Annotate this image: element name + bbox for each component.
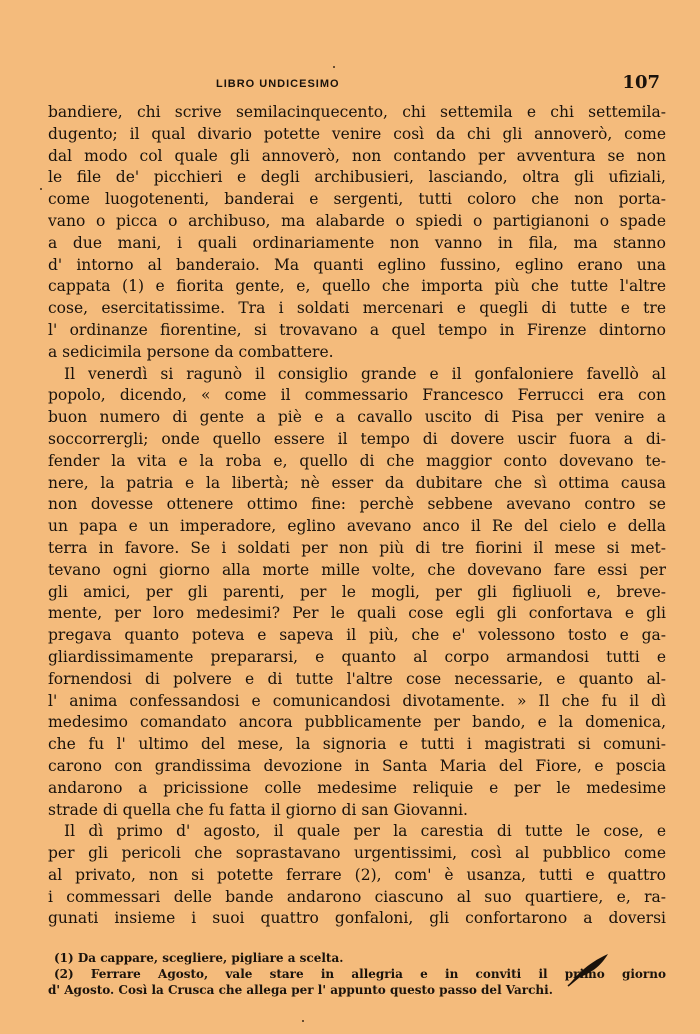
text-line: buon numero di gente a piè e a cavallo uscito di Pisa per venire a: [48, 408, 666, 427]
text-line: al privato, non si potette ferrare (2), com' è usanza, tutti e quattro: [48, 865, 666, 884]
text-line: fender la vita e la roba e, quello di che maggior conto dovevano te-: [48, 451, 666, 470]
text-line: i commessari delle bande andarono ciascuno al suo quartiere, e, ra-: [48, 887, 666, 906]
text-line: per gli pericoli che soprastavano urgentissimi, così al pubblico come: [48, 844, 666, 863]
text-line: a sedicimila persone da combattere.: [48, 342, 334, 361]
text-line: Il dì primo d' agosto, il quale per la carestia di tutte le cose, e: [64, 822, 666, 841]
text-line: bandiere, chi scrive semilacinquecento, chi settemila e chi settemila-: [48, 103, 666, 121]
text-line: Il venerdì si ragunò il consiglio grande e il gonfaloniere favellò al: [64, 364, 666, 383]
text-line: dugento; il qual divario potette venire così da chi gli annoverò, come: [48, 124, 666, 143]
text-line: pregava quanto poteva e sapeva il più, che e' volessono tosto e ga-: [48, 626, 666, 645]
paragraph-2: [48, 364, 666, 822]
text-line: tevano ogni giorno alla morte mille volte, che dovevano fare essi per: [48, 560, 666, 579]
text-line: strade di quella che fu fatta il giorno di san Giovanni.: [48, 800, 468, 819]
text-line: soccorrergli; onde quello essere il tempo di dovere uscir fuora a di-: [48, 429, 666, 448]
text-line: gliardissimamente prepararsi, e quanto al corpo armandosi tutti e: [48, 647, 666, 666]
book-page: [48, 70, 666, 998]
margin-dot: [40, 188, 42, 190]
text-line: che fu l' ultimo del mese, la signoria e tutti i magistrati si comuni-: [48, 735, 666, 754]
text-line: non dovesse ottenere ottimo fine: perchè sebbene avevano contro se: [48, 495, 666, 514]
text-line: d' intorno al banderaio. Ma quanti eglino fussino, eglino erano una: [48, 255, 666, 274]
text-line: l' ordinanze fiorentine, si trovavano a quel tempo in Firenze dintorno: [48, 320, 666, 339]
paragraph-1: [48, 102, 666, 364]
text-line: medesimo comandato ancora pubblicamente per bando, e la domenica,: [48, 713, 666, 732]
text-line: fornendosi di polvere e di tutte l'altre cose necessarie, e quanto al-: [48, 669, 666, 688]
footnote-2-continued: d' Agosto. Così la Crusca che allega per l' appunto questo passo del Varchi.: [48, 983, 553, 998]
text-line: le file de' picchieri e degli archibusieri, lasciando, oltra gli ufiziali,: [48, 168, 666, 187]
page-number: 107: [622, 72, 660, 93]
quill-icon: [566, 952, 610, 988]
header-dot: [333, 66, 335, 68]
text-line: gunati insieme i suoi quattro gonfaloni, gli confortarono a doversi: [48, 909, 666, 928]
text-line: popolo, dicendo, « come il commessario Francesco Ferrucci era con: [48, 386, 666, 405]
text-line: l' anima confessandosi e comunicandosi divotamente. » Il che fu il dì: [48, 691, 666, 710]
text-line: andarono a pricissione colle medesime reliquie e per le medesime: [48, 778, 666, 797]
text-line: un papa e un imperadore, eglino avevano anco il Re del cielo e della: [48, 517, 666, 536]
bottom-dot: [302, 1020, 304, 1022]
text-line: dal modo col quale gli annoverò, non contando per avventura se non: [48, 146, 666, 165]
text-line: gli amici, per gli parenti, per le mogli, per gli figliuoli e, breve-: [48, 582, 666, 601]
text-line: cappata (1) e fiorita gente, e, quello che importa più che tutte l'altre: [48, 277, 666, 296]
running-title: LIBRO UNDICESIMO: [216, 78, 340, 90]
text-line: terra in favore. Se i soldati per non più di tre fiorini il mese si met-: [48, 538, 666, 557]
text-line: a due mani, i quali ordinariamente non vanno in fila, ma stanno: [48, 233, 666, 252]
text-line: cose, esercitatissime. Tra i soldati mercenari e quegli di tutte e tre: [48, 299, 666, 318]
footnote-1: (1) Da cappare, scegliere, pigliare a scelta.: [54, 951, 344, 966]
text-line: nere, la patria e la libertà; nè esser da dubitare che sì ottima causa: [48, 473, 666, 492]
text-line: come luogotenenti, banderai e sergenti, tutti coloro che non porta-: [48, 190, 666, 209]
text-line: vano o picca o archibuso, ma alabarde o spiedi o partigianoni o spade: [48, 211, 666, 230]
page-header: [48, 70, 666, 102]
paragraph-3: [48, 821, 666, 930]
text-line: mente, per loro medesimi? Per le quali cose egli gli confortava e gli: [48, 604, 666, 623]
text-line: carono con grandissima devozione in Santa Maria del Fiore, e poscia: [48, 756, 666, 775]
footnote-2: (2) Ferrare Agosto, vale stare in allegria e in conviti il primo giorno: [54, 967, 666, 982]
body-text: [48, 102, 666, 930]
